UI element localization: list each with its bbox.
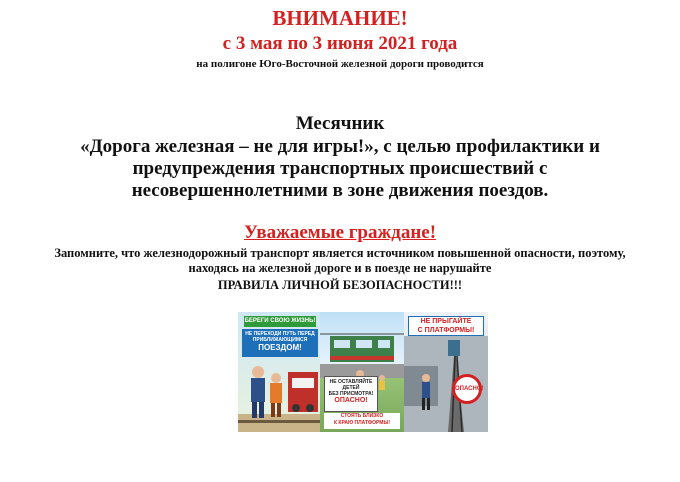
platform-line-1: СТОЯТЬ БЛИЗКО — [340, 413, 384, 419]
children-line-3: БЕЗ ПРИСМОТРА! — [328, 391, 374, 397]
children-line-2: ДЕТЕЙ — [342, 385, 360, 391]
description-line-2: предупреждения транспортных происшествий с — [132, 158, 548, 179]
poster-dont-cross — [238, 312, 320, 432]
month-title: Месячник — [295, 113, 385, 134]
attention-heading: ВНИМАНИЕ! — [272, 6, 408, 30]
danger-sign: ОПАСНО! — [452, 374, 482, 404]
platform-line-2: К КРАЮ ПЛАТФОРМЫ! — [333, 420, 391, 426]
children-danger: ОПАСНО! — [334, 397, 368, 404]
description-line-3: несовершеннолетними в зоне движения поездов. — [131, 180, 549, 201]
polygon-subtitle: на полигоне Юго-Восточной железной дороги проводится — [196, 58, 484, 70]
jump-line-2: С ПЛАТФОРМЫ! — [417, 327, 475, 334]
month-description — [30, 136, 650, 202]
poster-warning-big: ПОЕЗДОМ! — [258, 343, 302, 352]
children-line-1: НЕ ОСТАВЛЯЙТЕ — [329, 379, 373, 385]
dates-heading: с 3 мая по 3 июня 2021 года — [222, 33, 458, 54]
jump-warning — [408, 316, 484, 336]
children-warning — [324, 376, 378, 412]
appeal-text — [4, 246, 676, 276]
poster-warning — [242, 329, 318, 357]
platform-edge-warning — [324, 413, 400, 429]
appeal-line-1: Запомните, что железнодорожный транспорт является источником повышенной опасности, поэтому, — [54, 246, 626, 260]
jump-line-1: НЕ ПРЫГАЙТЕ — [420, 318, 472, 325]
appeal-line-2: находясь на железной дороге и в поезде не нарушайте — [188, 261, 492, 275]
poster-children-platform — [320, 312, 404, 432]
people-crossing-illustration — [238, 358, 320, 432]
description-line-1: «Дорога железная – не для игры!», с целью профилактики и — [80, 136, 600, 157]
poster-warning-line-2: ПРИБЛИЖАЮЩИМСЯ — [252, 337, 308, 343]
safety-posters — [238, 312, 488, 432]
citizens-heading: Уважаемые граждане! — [243, 222, 437, 243]
poster-warning-line-1: НЕ ПЕРЕХОДИ ПУТЬ ПЕРЕД — [245, 331, 315, 337]
safety-rules-callout: ПРАВИЛА ЛИЧНОЙ БЕЗОПАСНОСТИ!!! — [217, 278, 463, 292]
poster-dont-jump — [404, 312, 488, 432]
poster-banner: БЕРЕГИ СВОЮ ЖИЗНЬ! — [244, 316, 316, 327]
